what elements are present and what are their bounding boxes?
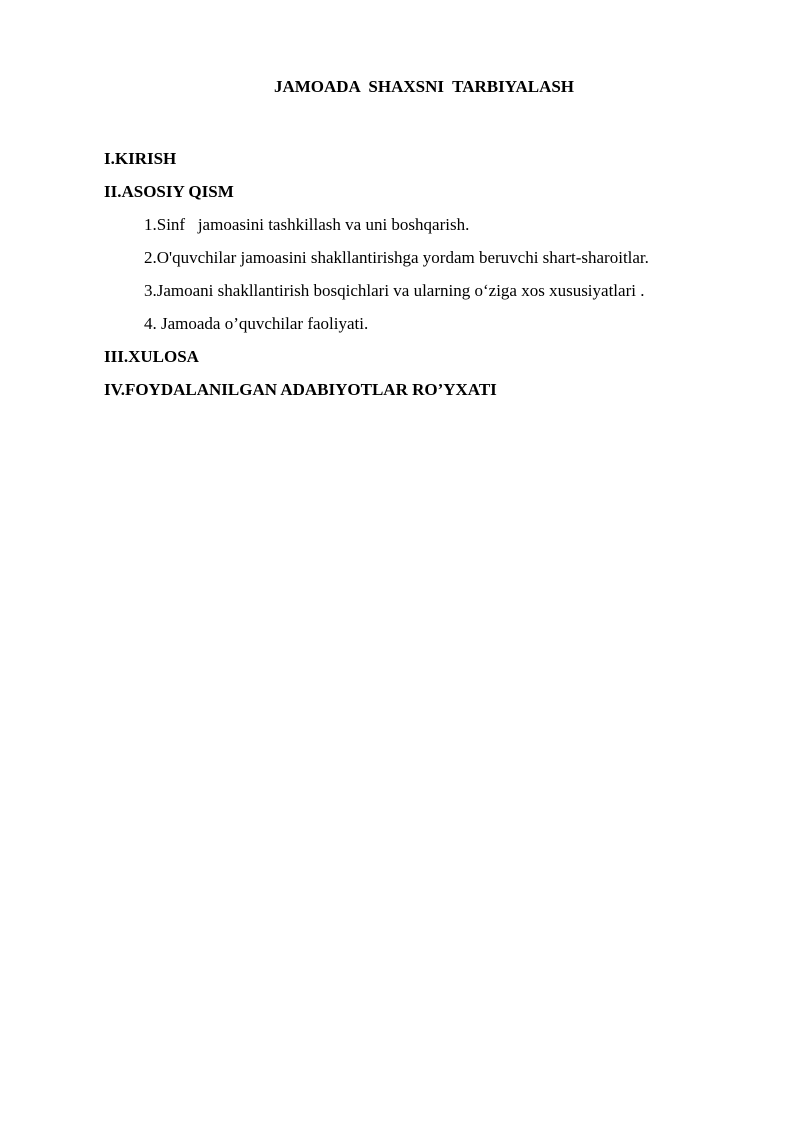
outline-section-main-part: II.ASOSIY QISM [104, 182, 234, 201]
outline-subitem-1: 1.Sinf jamoasini tashkillash va uni boshqarish. [144, 215, 470, 234]
outline-section-conclusion: III.XULOSA [104, 347, 199, 366]
document-title: JAMOADA SHAXSNI TARBIYALASH [273, 77, 575, 96]
table-of-contents [104, 142, 764, 406]
outline-subitem-3: 3.Jamoani shakllantirish bosqichlari va ularning o‘ziga xos xususiyatlari . [144, 281, 645, 300]
outline-section-references: IV.FOYDALANILGAN ADABIYOTLAR RO’YXATI [104, 380, 497, 399]
outline-subitem-2: 2.O'quvchilar jamoasini shakllantirishga yordam beruvchi shart-sharoitlar. [144, 248, 649, 267]
outline-section-introduction: I.KIRISH [104, 149, 177, 168]
outline-subitem-4: 4. Jamoada o’quvchilar faoliyati. [144, 314, 369, 333]
